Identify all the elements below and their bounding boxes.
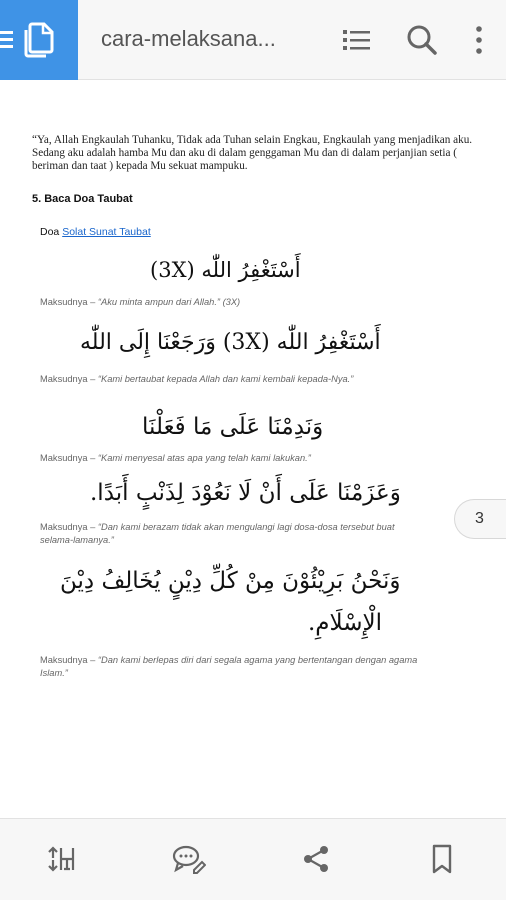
- fit-width-button[interactable]: [46, 843, 78, 875]
- documents-button[interactable]: [0, 0, 78, 80]
- doa-prefix: Doa: [40, 226, 60, 238]
- document-title: cara-melaksana...: [101, 26, 276, 51]
- document-page[interactable]: [0, 80, 506, 818]
- list-icon: [339, 22, 375, 58]
- page-number: 3: [475, 510, 484, 527]
- share-button[interactable]: [300, 843, 332, 875]
- annotate-button[interactable]: [172, 843, 204, 875]
- bookmark-icon: [426, 843, 458, 875]
- arabic-text-5a: وَنَحْنُ بَرِيْئُوْنَ مِنْ كُلِّ دِيْنٍ يُخَالِفُ دِيْنَ: [60, 568, 401, 594]
- meaning-5: Maksudnya – “Dan kami berlepas diri dari segala agama yang bertentangan dengan agama Islam.”: [40, 655, 418, 678]
- arabic-text-2: أَسْتَغْفِرُ اللّٰه (3X) وَرَجَعْنَا إِلَى اللّٰه: [80, 330, 381, 355]
- solat-sunat-taubat-link[interactable]: Solat Sunat Taubat: [62, 226, 151, 238]
- more-options-button[interactable]: [461, 22, 497, 58]
- hamburger-icon: [0, 31, 13, 52]
- search-icon: [404, 22, 440, 58]
- bottom-toolbar: [0, 818, 506, 900]
- intro-paragraph: “Ya, Allah Engkaulah Tuhanku, Tidak ada Tuhan selain Engkau, Engkaulah yang menjadikan aku. Sedang aku adalah hamba Mu dan aku di dalam genggaman Mu dan di dalam perjanjian setia ( beriman dan taat ) kepada Mu sekuat mampuku.: [32, 134, 473, 172]
- bookmark-button[interactable]: [426, 843, 458, 875]
- toc-button[interactable]: [339, 22, 375, 58]
- share-icon: [300, 843, 332, 875]
- fit-width-icon: [46, 843, 78, 875]
- doa-line: [40, 226, 151, 238]
- arabic-text-3: وَنَدِمْنَا عَلَى مَا فَعَلْنَا: [142, 414, 324, 440]
- comment-edit-icon: [172, 843, 206, 875]
- page-indicator[interactable]: [454, 499, 506, 539]
- arabic-text-5b: الْإِسْلَامِ.: [308, 610, 383, 636]
- document-copy-icon: [22, 22, 56, 58]
- section-heading: 5. Baca Doa Taubat: [32, 193, 133, 205]
- meaning-1: Maksudnya – “Aku minta ampun dari Allah.” (3X): [40, 297, 241, 307]
- top-app-bar: [0, 0, 506, 80]
- meaning-3: Maksudnya – “Kami menyesal atas apa yang telah kami lakukan.”: [40, 453, 311, 463]
- arabic-text-1: أَسْتَغْفِرُ اللّٰه (3X): [150, 258, 301, 282]
- search-button[interactable]: [404, 22, 440, 58]
- meaning-4: Maksudnya – “Dan kami berazam tidak akan mengulangi lagi dosa-dosa tersebut buat selama-lamanya.”: [40, 522, 395, 545]
- meaning-2: Maksudnya – “Kami bertaubat kepada Allah dan kami kembali kepada-Nya.”: [40, 374, 354, 384]
- arabic-text-4: وَعَزَمْنَا عَلَى أَنْ لَا نَعُوْدَ لِذَنْبٍ أَبَدًا.: [90, 480, 401, 506]
- more-vert-icon: [461, 22, 497, 58]
